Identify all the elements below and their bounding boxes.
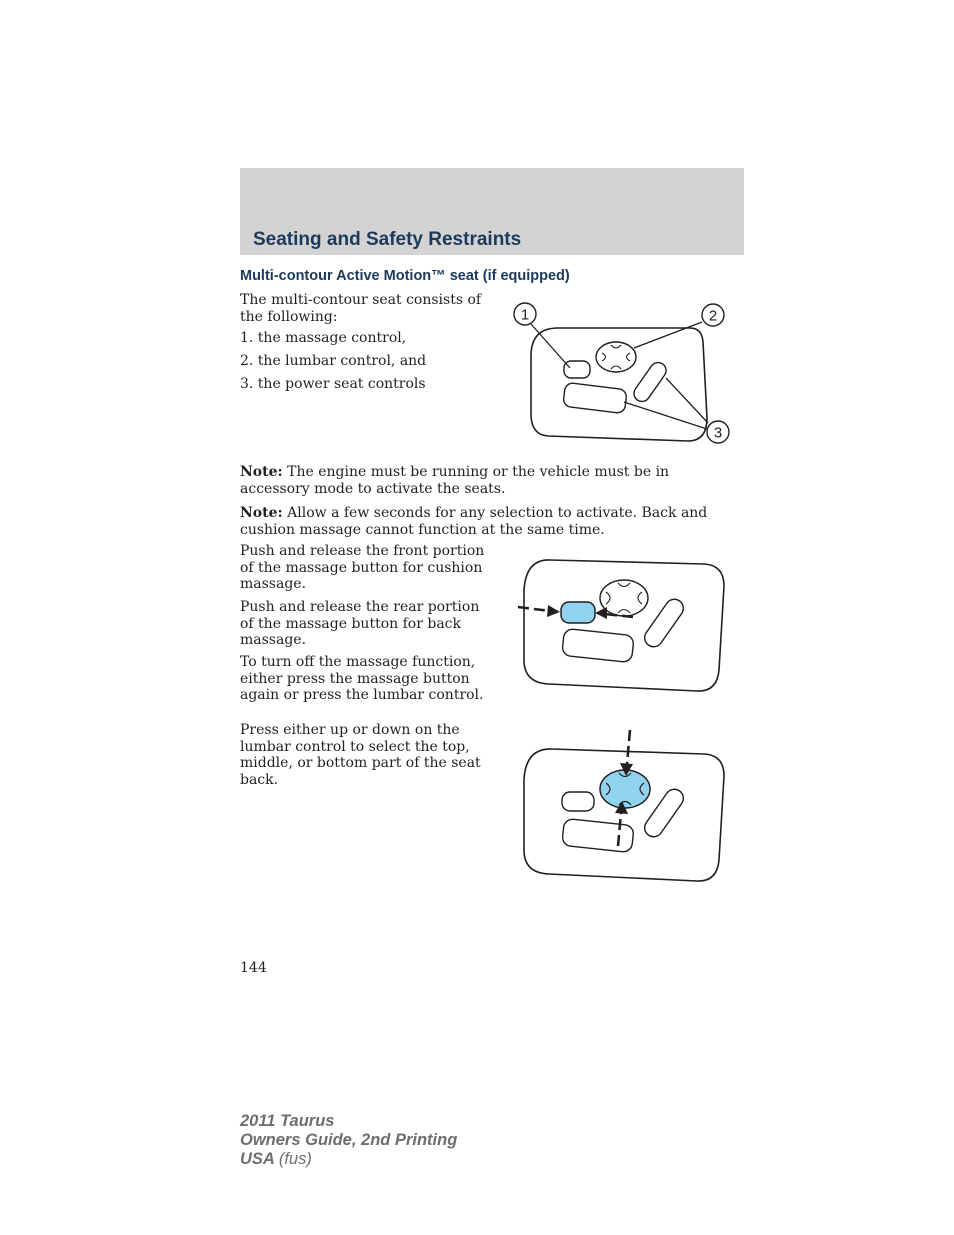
massage-button-diagram (512, 552, 732, 698)
intro-item-2: 2. the lumbar control, and (240, 353, 427, 369)
document-footer (240, 1112, 457, 1169)
callout-3-label: 3 (713, 424, 723, 442)
footer-model: 2011 Taurus (240, 1112, 335, 1130)
note-text: Allow a few seconds for any selection to activate. Back and cushion massage cannot function at the same time. (240, 505, 708, 538)
callout-3 (707, 421, 729, 443)
footer-region-main: USA (240, 1150, 275, 1168)
callout-1 (514, 303, 536, 325)
massage-off-instruction: To turn off the massage function, either press the massage button again or press the lumbar control. (240, 654, 484, 703)
intro-item-1: 1. the massage control, (240, 330, 407, 346)
section-header-band (240, 168, 744, 255)
note-label: Note: (240, 464, 283, 480)
note-text: The engine must be running or the vehicle must be in accessory mode to activate the seats. (240, 464, 670, 497)
lumbar-control-highlighted-icon (600, 770, 650, 808)
note-label: Note: (240, 505, 283, 521)
intro-lead: The multi-contour seat consists of the following: (240, 292, 482, 325)
massage-button-highlighted-icon (561, 602, 595, 623)
note-selection (240, 505, 740, 538)
footer-region (240, 1150, 457, 1169)
note-engine (240, 464, 740, 497)
subheading: Multi-contour Active Motion™ seat (if equipped) (240, 268, 570, 284)
lumbar-control-icon (600, 580, 648, 616)
callout-1-label: 1 (520, 306, 530, 324)
massage-rear-instruction: Push and release the rear portion of the massage button for back massage. (240, 599, 480, 648)
lumbar-instruction: Press either up or down on the lumbar control to select the top, middle, or bottom part of the seat back. (240, 722, 481, 788)
lumbar-control-diagram (512, 726, 732, 886)
page-number: 144 (240, 960, 267, 976)
lumbar-control-icon (596, 342, 636, 372)
footer-region-code: (fus) (278, 1150, 312, 1168)
massage-button-icon (562, 792, 594, 811)
section-title: Seating and Safety Restraints (253, 229, 522, 250)
intro-item-3: 3. the power seat controls (240, 376, 426, 392)
massage-front-instruction: Push and release the front portion of the massage button for cushion massage. (240, 543, 485, 592)
footer-guide: Owners Guide, 2nd Printing (240, 1131, 458, 1149)
seat-controls-diagram (510, 298, 740, 450)
massage-button-icon (564, 361, 590, 378)
callout-2-label: 2 (708, 307, 718, 325)
callout-2 (702, 304, 724, 326)
